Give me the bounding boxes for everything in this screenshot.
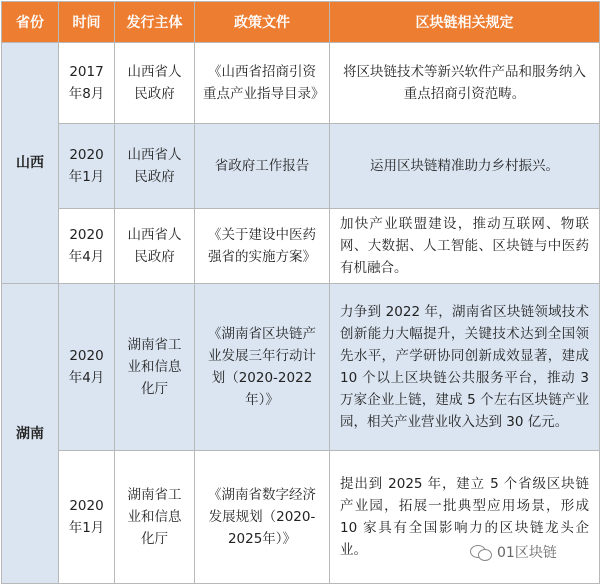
table-row [2, 284, 600, 451]
rule-cell: 提出到 2025 年，建立 5 个省级区块链产业园，拓展一批典型应用场景，形成 10 家具有全国影响力的区块链龙头企业。 [330, 451, 600, 584]
policy-cell: 《湖南省数字经济发展规划（2020-2025年）》 [195, 451, 330, 584]
time-cell: 2020年4月 [59, 284, 115, 451]
table-header-row [2, 2, 600, 43]
policy-cell: 省政府工作报告 [195, 124, 330, 209]
time-cell: 2020年4月 [59, 209, 115, 284]
table-row [2, 209, 600, 284]
policy-table [1, 1, 600, 584]
time-cell: 2020年1月 [59, 451, 115, 584]
province-cell-shanxi: 山西 [2, 43, 59, 284]
wechat-icon [470, 543, 492, 561]
issuer-cell: 山西省人民政府 [115, 124, 195, 209]
policy-cell: 《湖南省区块链产业发展三年行动计划（2020-2022年）》 [195, 284, 330, 451]
table-row [2, 124, 600, 209]
time-cell: 2020年1月 [59, 124, 115, 209]
rule-cell: 加快产业联盟建设，推动互联网、物联网、大数据、人工智能、区块链与中医药有机融合。 [330, 209, 600, 284]
header-province: 省份 [2, 2, 59, 43]
watermark-text: 01区块链 [497, 545, 557, 561]
header-rule: 区块链相关规定 [330, 2, 600, 43]
issuer-cell: 山西省人民政府 [115, 43, 195, 124]
rule-cell: 力争到 2022 年，湖南省区块链领域技术创新能力大幅提升，关键技术达到全国领先水平，产学研协同创新成效显著，建成 10 个以上区块链公共服务平台，推动 3 万家企业上链，建成 5 个左右区块链产业园，相关产业营业收入达到 30 亿元。 [330, 284, 600, 451]
time-cell: 2017年8月 [59, 43, 115, 124]
header-policy: 政策文件 [195, 2, 330, 43]
policy-cell: 《山西省招商引资重点产业指导目录》 [195, 43, 330, 124]
issuer-cell: 湖南省工业和信息化厅 [115, 284, 195, 451]
rule-cell: 将区块链技术等新兴软件产品和服务纳入重点招商引资范畴。 [330, 43, 600, 124]
header-issuer: 发行主体 [115, 2, 195, 43]
rule-cell: 运用区块链精准助力乡村振兴。 [330, 124, 600, 209]
policy-cell: 《关于建设中医药强省的实施方案》 [195, 209, 330, 284]
province-cell-hunan: 湖南 [2, 284, 59, 584]
table-row [2, 43, 600, 124]
issuer-cell: 湖南省工业和信息化厅 [115, 451, 195, 584]
header-time: 时间 [59, 2, 115, 43]
issuer-cell: 山西省人民政府 [115, 209, 195, 284]
watermark [466, 540, 561, 564]
